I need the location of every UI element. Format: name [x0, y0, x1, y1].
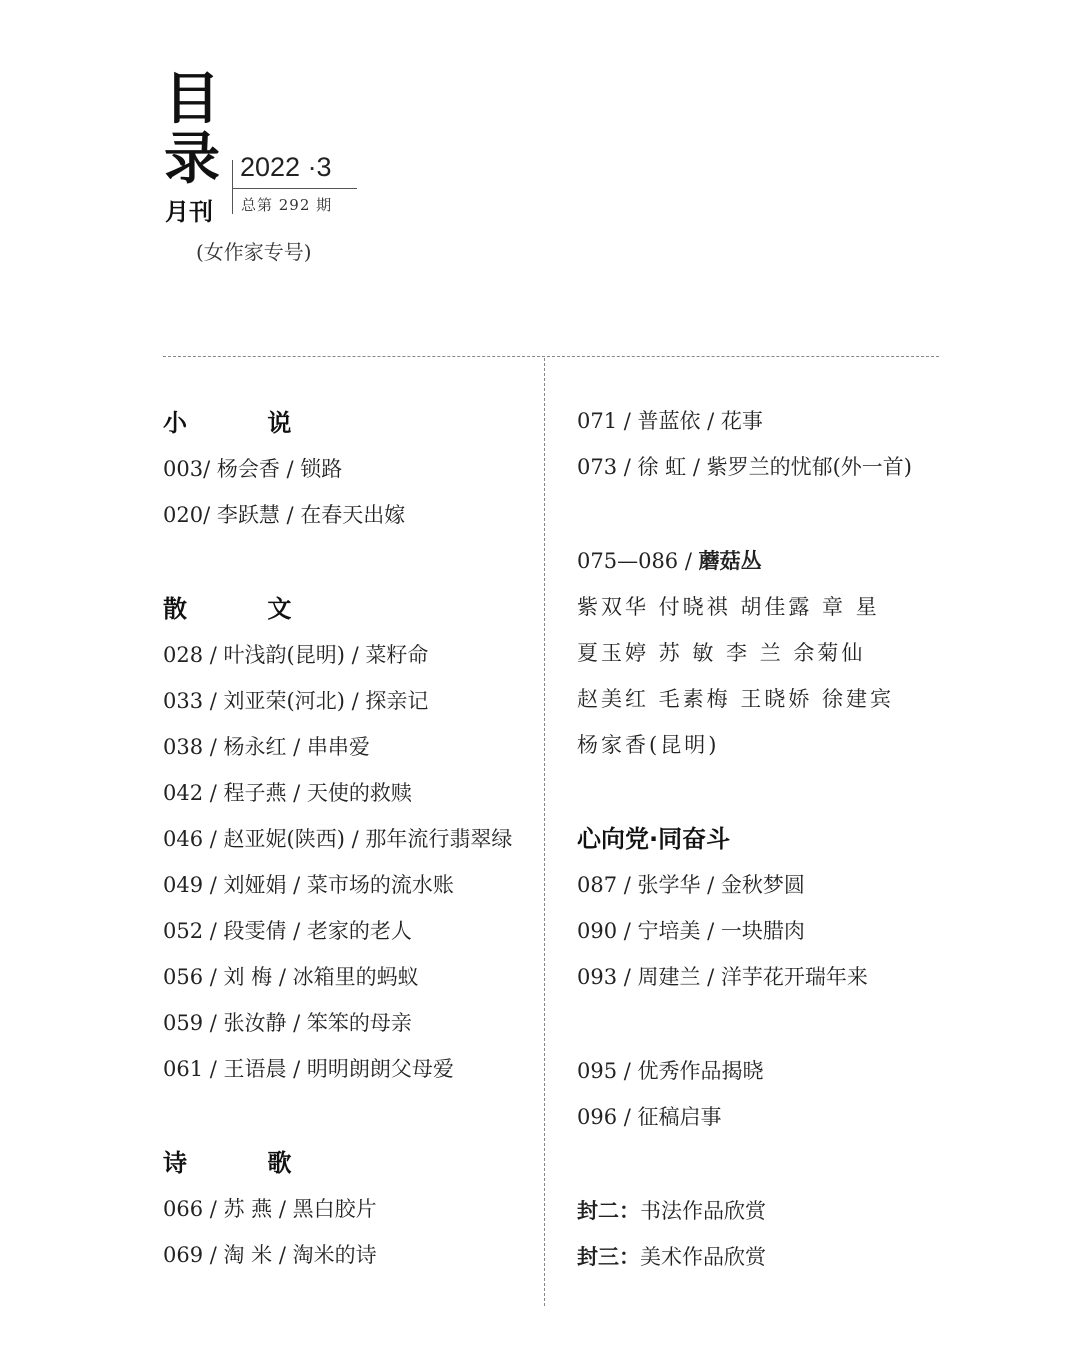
toc-entry[interactable]: 020/ 李跃慧 / 在春天出嫁	[163, 503, 406, 527]
toc-entry[interactable]: 073 / 徐 虹 / 紫罗兰的忧郁(外一首)	[577, 455, 912, 479]
mushroom-pages: 075—086 /	[577, 549, 699, 573]
left-column	[163, 400, 533, 1278]
toc-entry[interactable]: 095 / 优秀作品揭晓	[577, 1059, 764, 1083]
toc-entry[interactable]: 087 / 张学华 / 金秋梦圆	[577, 873, 805, 897]
right-column	[577, 398, 957, 1280]
toc-entry[interactable]: 003/ 杨会香 / 锁路	[163, 457, 343, 481]
toc-entry[interactable]: 093 / 周建兰 / 洋芋花开瑞年来	[577, 965, 868, 989]
toc-entry[interactable]: 042 / 程子燕 / 天使的救赎	[163, 781, 412, 805]
monthly-label: 月刊	[165, 198, 213, 226]
masthead	[0, 0, 1080, 300]
horizontal-divider	[163, 356, 939, 357]
cover-text: 书法作品欣赏	[640, 1199, 766, 1223]
year-issue: 2022 ·3	[240, 152, 332, 182]
special-edition: (女作家专号)	[196, 240, 312, 264]
toc-entry[interactable]: 090 / 宁培美 / 一块腊肉	[577, 919, 805, 943]
section-title-party: 心向党·同奋斗	[577, 825, 731, 853]
masthead-vertical-rule	[232, 160, 233, 214]
cover-text: 美术作品欣赏	[640, 1245, 766, 1269]
toc-entry[interactable]: 056 / 刘 梅 / 冰箱里的蚂蚁	[163, 965, 419, 989]
masthead-rule	[232, 188, 357, 189]
toc-entry[interactable]: 061 / 王语晨 / 明明朗朗父母爱	[163, 1057, 454, 1081]
toc-entry[interactable]: 038 / 杨永红 / 串串爱	[163, 735, 370, 759]
toc-entry[interactable]: 066 / 苏 燕 / 黑白胶片	[163, 1197, 377, 1221]
toc-entry[interactable]: 071 / 普蓝依 / 花事	[577, 409, 763, 433]
toc-entry[interactable]: 046 / 赵亚妮(陕西) / 那年流行翡翠绿	[163, 827, 513, 851]
toc-entry[interactable]: 096 / 征稿启事	[577, 1105, 722, 1129]
title-char-mu: 目	[164, 67, 220, 132]
cover-label: 封三：	[577, 1245, 640, 1269]
author-row: 夏玉婷 苏 敏 李 兰 余菊仙	[577, 641, 866, 665]
toc-entry[interactable]: 059 / 张汝静 / 笨笨的母亲	[163, 1011, 412, 1035]
title-char-lu: 录	[164, 127, 220, 192]
section-title-poetry: 诗 歌	[163, 1149, 328, 1177]
vertical-divider	[544, 358, 545, 1306]
mushroom-entry[interactable]	[577, 538, 957, 584]
toc-entry[interactable]: 049 / 刘娅娟 / 菜市场的流水账	[163, 873, 454, 897]
cover-entry[interactable]	[577, 1188, 957, 1234]
toc-entry[interactable]: 033 / 刘亚荣(河北) / 探亲记	[163, 689, 429, 713]
author-row: 杨家香(昆明)	[577, 733, 720, 757]
toc-entry[interactable]: 028 / 叶浅韵(昆明) / 菜籽命	[163, 643, 429, 667]
mushroom-title: 蘑菇丛	[698, 549, 762, 573]
total-issue: 总第 292 期	[241, 196, 333, 214]
cover-entry[interactable]	[577, 1234, 957, 1280]
section-title-prose: 散 文	[163, 595, 328, 623]
toc-entry[interactable]: 052 / 段雯倩 / 老家的老人	[163, 919, 412, 943]
toc-entry[interactable]: 069 / 淘 米 / 淘米的诗	[163, 1243, 377, 1267]
cover-label: 封二：	[577, 1199, 640, 1223]
author-row: 赵美红 毛素梅 王晓娇 徐建宾	[577, 687, 895, 711]
author-row: 紫双华 付晓祺 胡佳露 章 星	[577, 595, 880, 619]
section-title-novel: 小 说	[163, 409, 328, 437]
